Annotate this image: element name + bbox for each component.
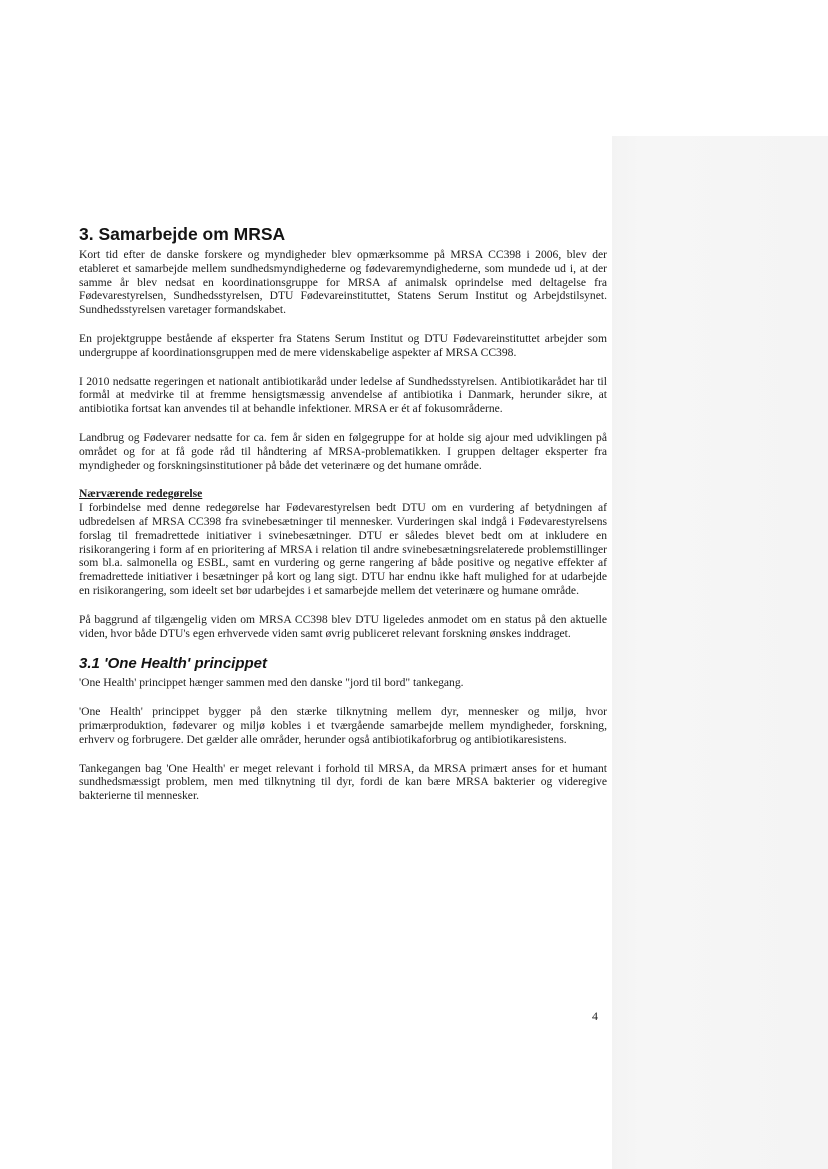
subsection-paragraph-1: I forbindelse med denne redegørelse har Fødevarestyrelsen bedt DTU om en vurdering af betydningen af udbredelsen af MRSA CC398 fra svinebesætninger til mennesker. Vurderingen skal indgå i Fødevarestyrelsens forslag til fremadrettede initiativer i svinebesætninger. DTU er således blevet bedt om at inkludere en risikorangering i form af en prioritering af MRSA i relation til andre svinebesætningsrelaterede problemstillinger som bl.a. salmonella og ESBL, samt en vurdering og gerne rangering af både positive og negative effekter af fremadrettede initiativer i besætninger på kort og lang sigt. DTU har endnu ikke haft mulighed for at udarbejde en risikorangering, som ideelt set bør udarbejdes i et samarbejde mellem det veterinære og humane område. bbox=[79, 501, 607, 597]
page-content bbox=[79, 224, 607, 818]
section-paragraph-3: I 2010 nedsatte regeringen et nationalt antibiotikaråd under ledelse af Sundhedsstyrelsen. Antibiotikarådet har til formål at medvirke til at fremme hensigtsmæssig anvendelse af antibiotika i Danmark, herunder sikre, at antibiotika fortsat kan anvendes til at behandle infektioner. MRSA er ét af fokusområderne. bbox=[79, 374, 607, 416]
section-31-paragraph-2: 'One Health' princippet bygger på den stærke tilknytning mellem dyr, mennesker og miljø, hvor primærproduktion, fødevarer og miljø kobles i et tværgående samarbejde mellem myndigheder, forskning, erhverv og forbrugere. Det gælder alle områder, herunder også antibiotikaforbrug og antibiotikaresistens. bbox=[79, 705, 607, 746]
scan-shadow-band bbox=[612, 136, 828, 1169]
subsection-heading: Nærværende redegørelse bbox=[79, 487, 203, 501]
section-paragraph-1: Kort tid efter de danske forskere og myndigheder blev opmærksomme på MRSA CC398 i 2006, blev der etableret et samarbejde mellem sundhedsmyndighederne og fødevaremyndighederne, som mundede ud i, at der samme år blev nedsat en koordinationsgruppe for MRSA af animalsk oprindelse med deltagelse fra Fødevarestyrelsen, Sundhedsstyrelsen, DTU Fødevareinstituttet, Statens Serum Institut og Arbejdstilsynet. Sundhedsstyrelsen varetager formandskabet. bbox=[79, 248, 607, 317]
page-number: 4 bbox=[592, 1009, 598, 1023]
section-paragraph-2: En projektgruppe bestående af eksperter fra Statens Serum Institut og DTU Fødevareinstituttet arbejder som undergruppe af koordinationsgruppen med de mere videnskabelige aspekter af MRSA CC398. bbox=[79, 331, 607, 359]
section-31-paragraph-3: Tankegangen bag 'One Health' er meget relevant i forhold til MRSA, da MRSA primært anses for et humant sundhedsmæssigt problem, men med tilknytning til dyr, fordi de kan bære MRSA bakterier og videregive bakterierne til mennesker. bbox=[79, 761, 607, 803]
section-31-paragraph-1: 'One Health' princippet hænger sammen med den danske "jord til bord" tankegang. bbox=[79, 676, 464, 690]
subsection-paragraph-2: På baggrund af tilgængelig viden om MRSA CC398 blev DTU ligeledes anmodet om en status på den aktuelle viden, hvor både DTU's egen erhvervede viden samt øvrig publiceret relevant forskning ønskes inddraget. bbox=[79, 612, 607, 640]
section-paragraph-4: Landbrug og Fødevarer nedsatte for ca. fem år siden en følgegruppe for at holde sig ajour med udviklingen på området og for at få gode råd til håndtering af MRSA-problematikken. I gruppen deltager eksperter fra myndigheder og forskningsinstitutioner på både det veterinære og det humane område. bbox=[79, 430, 607, 472]
section-title: 3. Samarbejde om MRSA bbox=[79, 224, 286, 244]
section-31-title: 3.1 'One Health' princippet bbox=[79, 655, 268, 673]
